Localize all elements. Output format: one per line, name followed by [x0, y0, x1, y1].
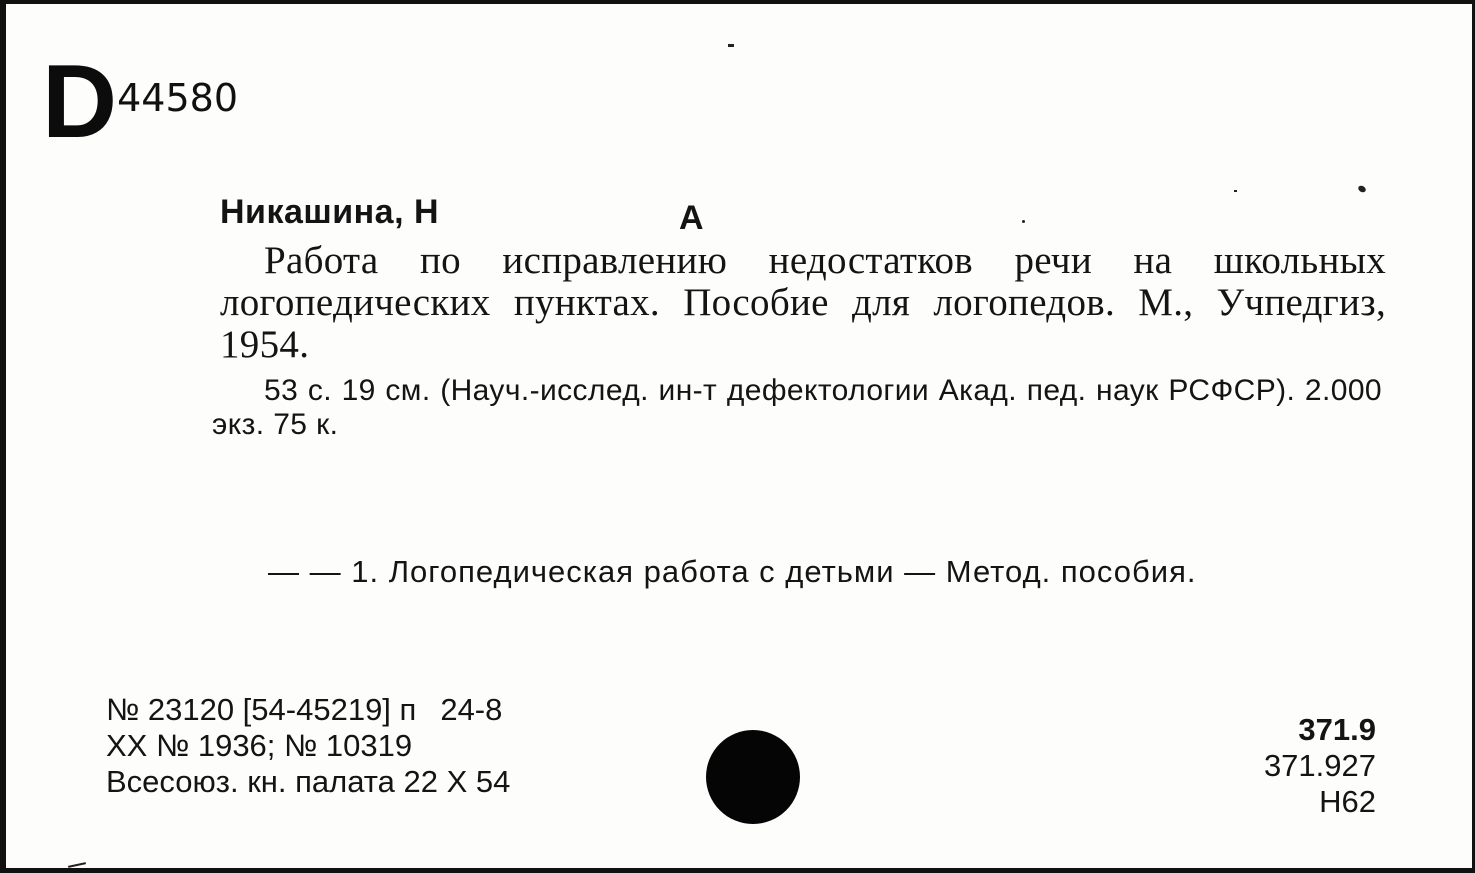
classification-primary: 371.9	[1298, 712, 1376, 747]
title-description: Работа по исправлению недостатков речи на школьных логопедических пунктах. Пособие для логопедов. М., Учпедгиз, 1954.	[220, 239, 1386, 366]
collation-note: 53 с. 19 см. (Науч.-исслед. ин-т дефектологии Акад. пед. наук РСФСР). 2.000 экз. 75 к.	[212, 374, 1382, 441]
print-speck	[68, 862, 86, 868]
call-mark-number: 44580	[117, 76, 238, 120]
print-speck	[1022, 220, 1025, 223]
order-number: № 23120 [54-45219] п	[106, 692, 417, 727]
punch-hole	[706, 730, 800, 824]
printing-info-line-1	[106, 692, 510, 728]
classification-secondary: 371.927	[1263, 748, 1376, 783]
author-mark: Н62	[1319, 784, 1376, 819]
print-speck	[728, 44, 734, 47]
card-code: 24-8	[440, 692, 503, 727]
printing-info	[106, 692, 510, 800]
printing-info-line-3: Всесоюз. кн. палата 22 X 54	[106, 764, 511, 799]
classification-block	[1264, 712, 1376, 820]
print-speck	[1234, 190, 1237, 192]
print-speck	[1357, 184, 1367, 193]
printing-info-line-2: XX № 1936; № 10319	[106, 728, 413, 763]
subject-tracing: — — 1. Логопедическая работа с детьми — Метод. пособия.	[268, 554, 1197, 589]
author-second-initial: А	[679, 199, 705, 237]
author-surname: Никашина, Н	[220, 193, 440, 231]
call-mark	[42, 44, 238, 160]
call-mark-letter: D	[42, 44, 116, 160]
author-heading	[220, 192, 705, 237]
